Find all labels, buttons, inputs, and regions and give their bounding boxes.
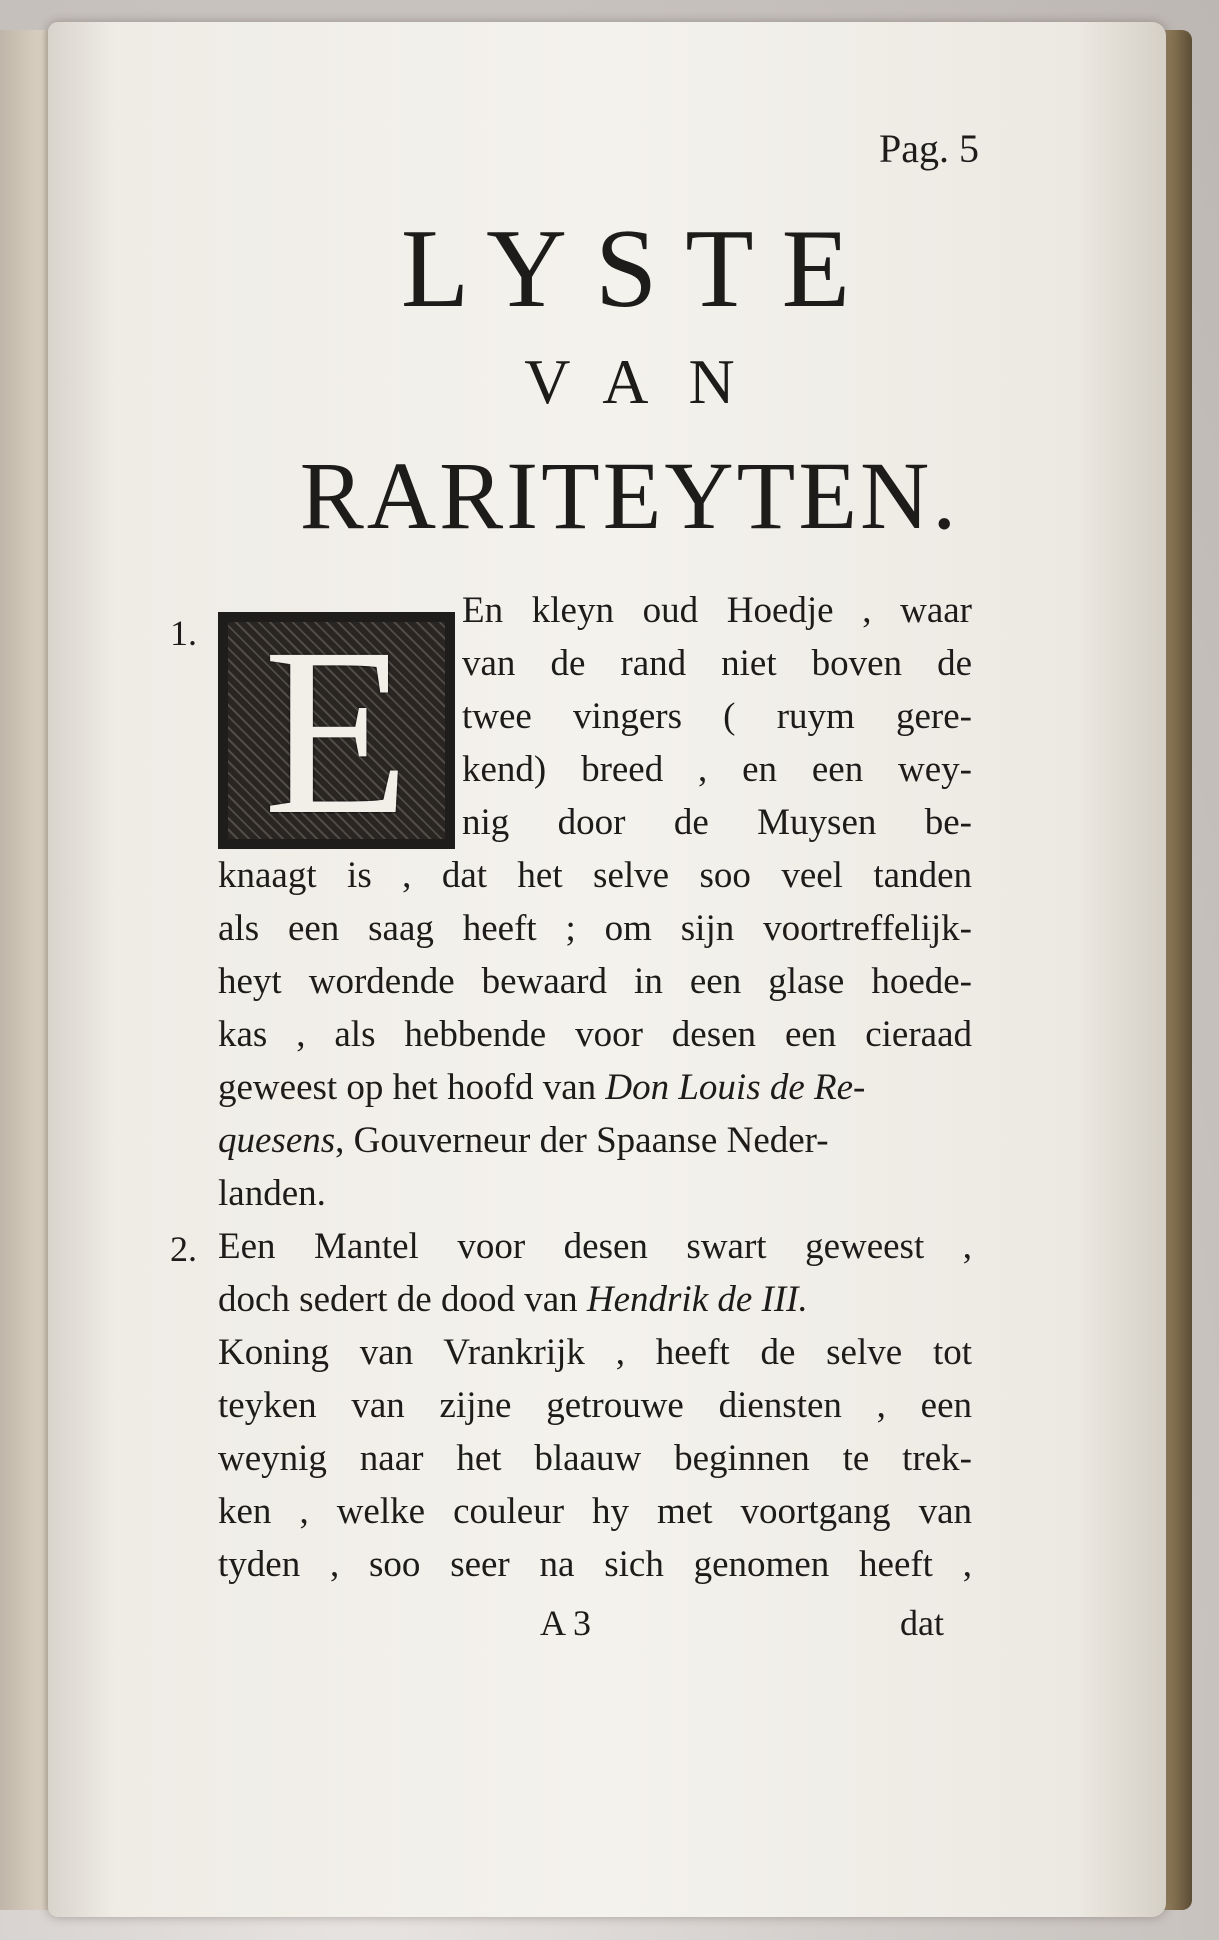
entry-1-line-11-text: , Gouverneur der Spaanse Neder- [335, 1120, 829, 1161]
entry-1-line-11 [218, 1122, 829, 1159]
entry-1-line-12: landen. [218, 1173, 326, 1214]
entry-1-line-10 [218, 1069, 865, 1106]
title-line-3: RARITEYTEN. [299, 442, 960, 549]
entry-2-line-2-text: doch sedert de dood van [218, 1279, 578, 1320]
ornamental-initial [218, 597, 455, 864]
entry-1-number: 1. [170, 613, 197, 653]
title-line-2: VAN [524, 346, 775, 417]
entry-1-line-8: heyt wordende bewaard in een glase hoede- [218, 961, 972, 1002]
entry-1-line-1: En kleyn oud Hoedje , waar [462, 590, 972, 631]
entry-1-line-7: als een saag heeft ; om sijn voortreffelijk- [218, 908, 972, 949]
entry-2-line-2 [218, 1281, 808, 1318]
signature-mark: A 3 [540, 1603, 592, 1643]
entry-1-line-9: kas , als hebbende voor desen een cieraad [218, 1014, 972, 1055]
entry-2-line-7: tyden , soo seer na sich genomen heeft , [218, 1544, 972, 1585]
entry-1-line-10-italic: Don Louis de Re- [605, 1067, 866, 1108]
title-line-1: LYSTE [400, 207, 879, 331]
entry-2-line-3: Koning van Vrankrijk , heeft de selve tot [218, 1332, 972, 1373]
entry-2-line-4: teyken van zijne getrouwe diensten , een [218, 1385, 972, 1426]
entry-1-line-10-text: geweest op het hoofd van [218, 1067, 597, 1108]
entry-2-line-2-italic: Hendrik de III. [586, 1279, 808, 1320]
entry-1-line-4: kend) breed , en een wey- [462, 749, 972, 790]
entry-1-line-11-italic: quesens [218, 1120, 336, 1161]
entry-1-line-2: van de rand niet boven de [462, 643, 972, 684]
entry-1-line-3: twee vingers ( ruym gere- [462, 696, 972, 737]
entry-2-number: 2. [170, 1229, 197, 1269]
catchword: dat [900, 1603, 944, 1643]
entry-2-line-1: Een Mantel voor desen swart geweest , [218, 1226, 972, 1267]
entry-2-line-5: weynig naar het blaauw beginnen te trek- [218, 1438, 972, 1479]
page-number: Pag. 5 [879, 126, 979, 171]
entry-1-line-6: knaagt is , dat het selve soo veel tanden [218, 855, 972, 896]
initial-letter: E [263, 597, 410, 864]
entry-2-line-6: ken , welke couleur hy met voortgang van [218, 1491, 972, 1532]
entry-1-line-5: nig door de Muysen be- [462, 802, 972, 843]
